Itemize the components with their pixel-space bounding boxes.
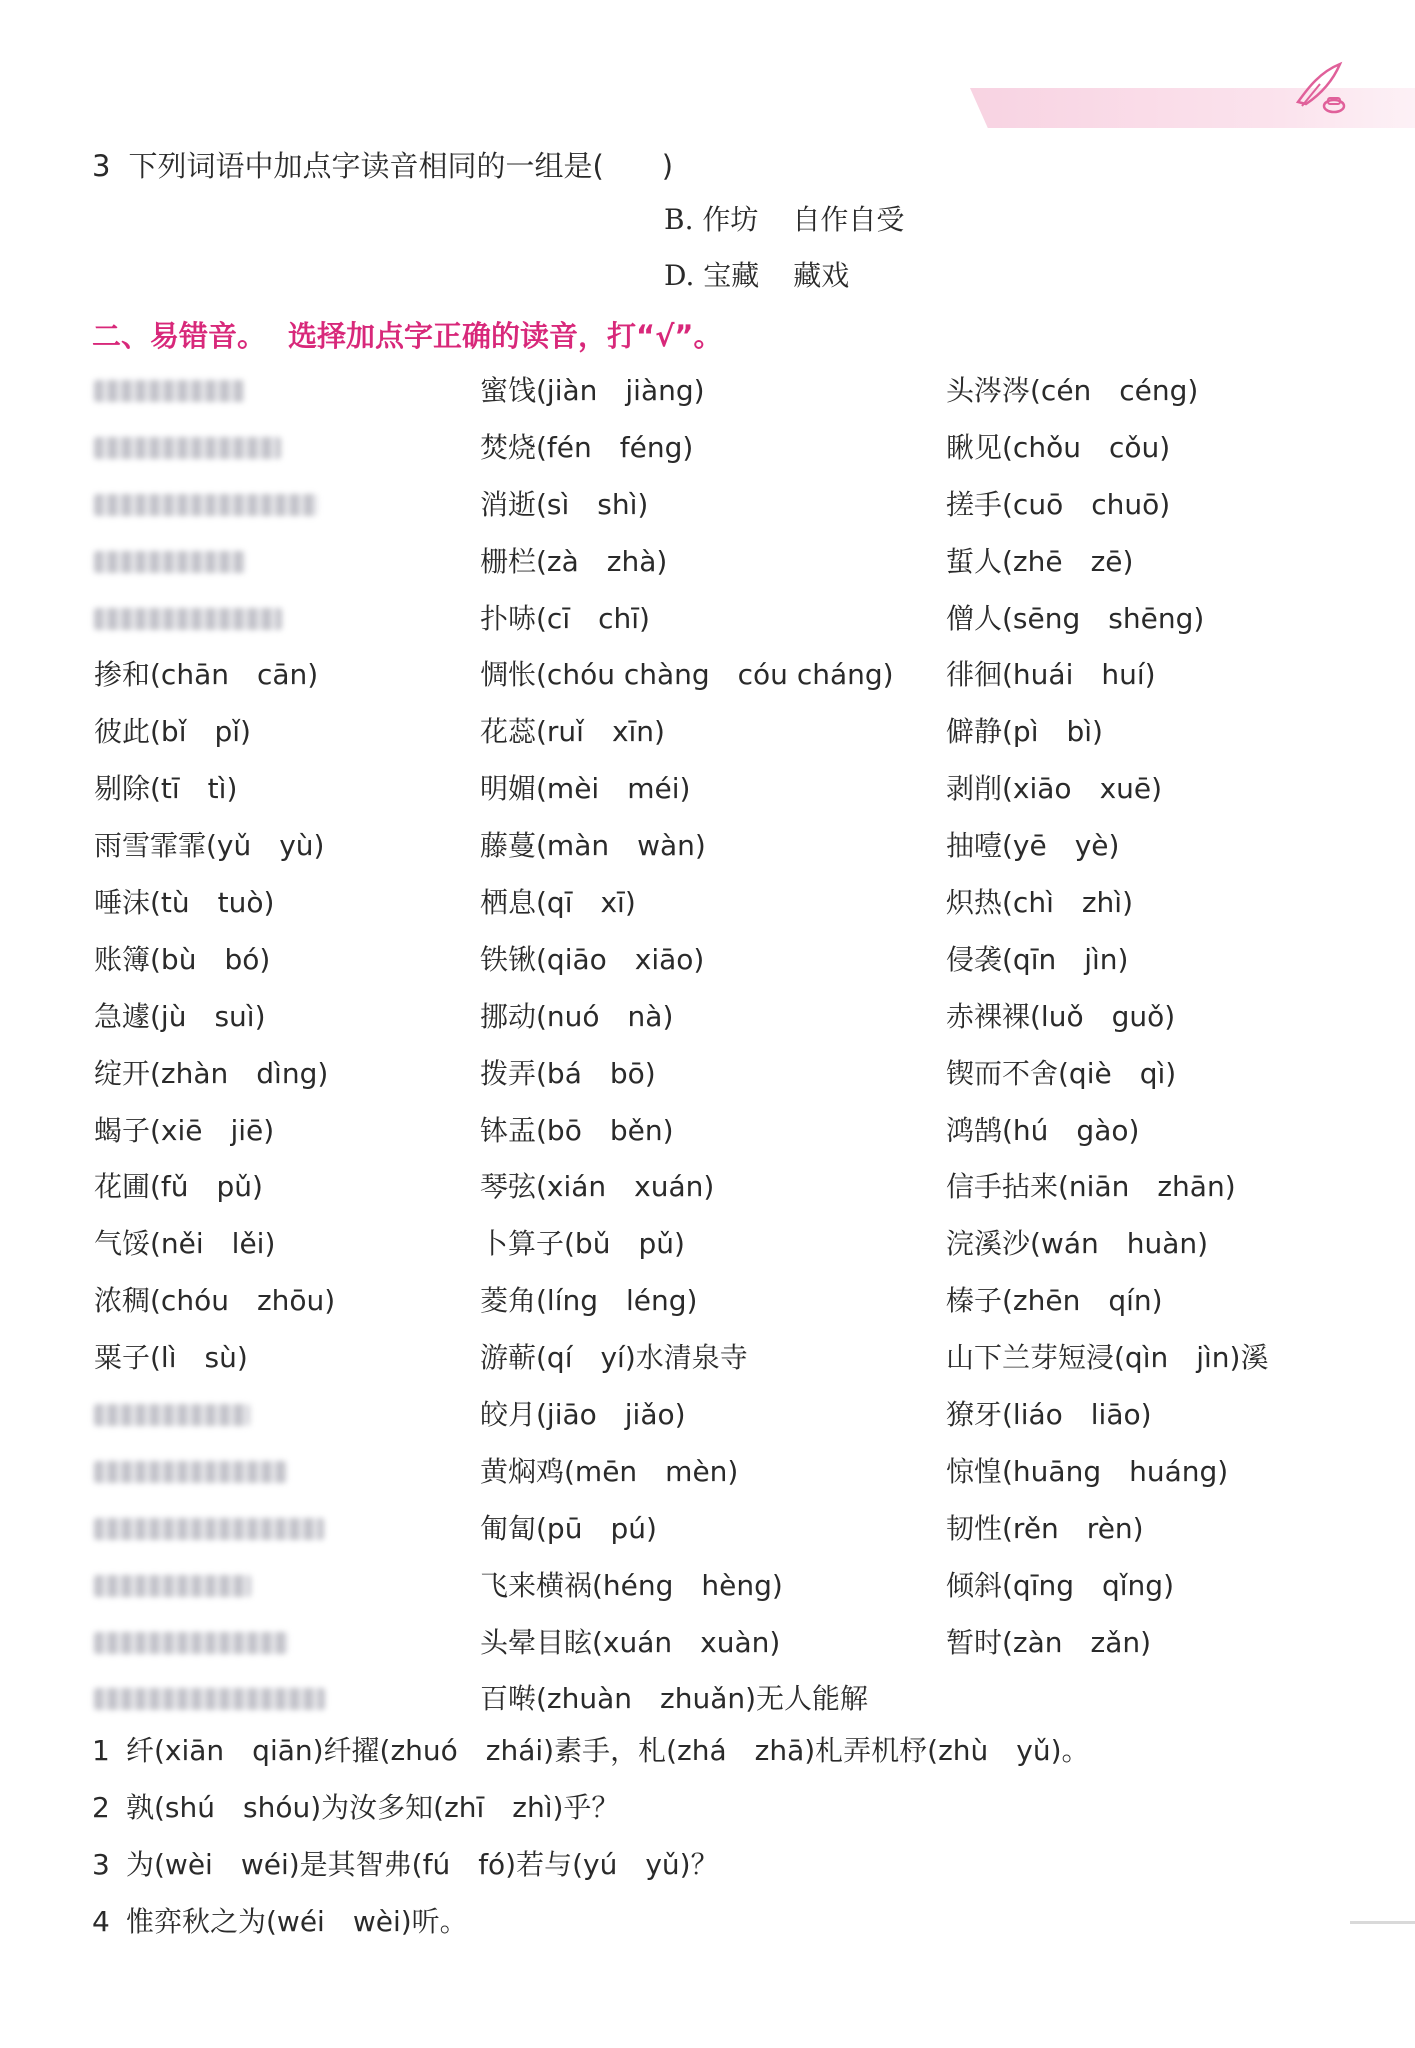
sentence-text: 为(wèi wéi)是其智弗(fú fó)若与(yú yǔ)？ — [126, 1848, 719, 1881]
sentence-number: 1 — [92, 1734, 110, 1767]
table-row — [0, 1678, 1415, 1735]
pronunciation-item: 菱角(líng léng) — [480, 1284, 698, 1318]
table-row — [0, 882, 1415, 939]
pronunciation-item: 匍匐(pū pú) — [480, 1511, 657, 1545]
table-row — [0, 711, 1415, 768]
pronunciation-item: 藤蔓(màn wàn) — [480, 829, 706, 863]
pronunciation-item: 飞来横祸(héng hèng) — [480, 1568, 783, 1602]
pronunciation-item: 粟子(lì sù) — [94, 1341, 248, 1375]
pronunciation-item: 抽噎(yē yè) — [946, 829, 1120, 863]
pronunciation-item: 惊惶(huāng huáng) — [946, 1454, 1229, 1488]
blurred-text — [94, 551, 245, 573]
pronunciation-item: 头晕目眩(xuán xuàn) — [480, 1625, 781, 1659]
table-row — [0, 1110, 1415, 1167]
option-label: B. 作坊 — [664, 203, 759, 236]
table-row — [0, 654, 1415, 711]
pronunciation-item: 钵盂(bō běn) — [480, 1113, 674, 1147]
pronunciation-item: 僻静(pì bì) — [946, 715, 1103, 749]
pronunciation-item: 炽热(chì zhì) — [946, 886, 1133, 920]
table-row — [0, 1053, 1415, 1110]
pronunciation-item: 消逝(sì shì) — [480, 487, 649, 521]
pronunciation-item: 气馁(něi lěi) — [94, 1227, 276, 1261]
sentence-number: 3 — [92, 1848, 110, 1881]
section-title: 二、易错音。 — [92, 319, 267, 353]
blurred-text — [94, 1461, 287, 1483]
pronunciation-item: 剔除(tī tì) — [94, 772, 238, 806]
pronunciation-item: 皎月(jiāo jiǎo) — [480, 1398, 686, 1432]
pronunciation-item: 浣溪沙(wán huàn) — [946, 1227, 1209, 1261]
pronunciation-item: 挪动(nuó nà) — [480, 999, 674, 1033]
table-row — [0, 1565, 1415, 1622]
table-row — [0, 1280, 1415, 1337]
sentence-number: 4 — [92, 1905, 110, 1938]
table-row — [0, 996, 1415, 1053]
option-extra: 藏戏 — [793, 259, 850, 292]
pronunciation-item: 花圃(fǔ pǔ) — [94, 1170, 263, 1204]
pronunciation-item: 搓手(cuō chuō) — [946, 487, 1171, 521]
pronunciation-grid — [0, 370, 1415, 1735]
pronunciation-item: 暂时(zàn zǎn) — [946, 1625, 1152, 1659]
section-heading — [92, 316, 722, 356]
pronunciation-item: 黄焖鸡(mēn mèn) — [480, 1454, 739, 1488]
pronunciation-item: 蜇人(zhē zē) — [946, 544, 1134, 578]
pronunciation-item: 栅栏(zà zhà) — [480, 544, 668, 578]
table-row — [0, 370, 1415, 427]
pronunciation-item: 焚烧(fén féng) — [480, 430, 694, 464]
blurred-text — [94, 1688, 325, 1710]
pronunciation-item: 浓稠(chóu zhōu) — [94, 1284, 336, 1318]
option-d — [664, 256, 849, 296]
pronunciation-item: 獠牙(liáo liāo) — [946, 1398, 1152, 1432]
pronunciation-item: 蜜饯(jiàn jiàng) — [480, 374, 705, 407]
sentence-number: 2 — [92, 1791, 110, 1824]
blurred-item — [94, 1678, 325, 1722]
pronunciation-item: 韧性(rěn rèn) — [946, 1511, 1144, 1545]
pronunciation-item: 雨雪霏霏(yǔ yù) — [94, 829, 325, 863]
sentence-item — [0, 1901, 1415, 1958]
blurred-item — [94, 1451, 287, 1495]
blurred-text — [94, 1518, 324, 1540]
blurred-text — [94, 1632, 288, 1654]
question-3 — [92, 146, 673, 186]
pronunciation-item: 剥削(xiāo xuē) — [946, 772, 1163, 806]
pronunciation-item: 账簿(bù bó) — [94, 942, 271, 976]
pronunciation-item: 拨弄(bá bō) — [480, 1056, 656, 1090]
blurred-item — [94, 598, 282, 642]
pronunciation-item: 倾斜(qīng qǐng) — [946, 1568, 1174, 1602]
table-row — [0, 1166, 1415, 1223]
table-row — [0, 1451, 1415, 1508]
blurred-item — [94, 1394, 250, 1438]
sentence-item — [0, 1787, 1415, 1844]
blurred-item — [94, 427, 281, 471]
table-row — [0, 1394, 1415, 1451]
table-row — [0, 484, 1415, 541]
pronunciation-item: 铁锹(qiāo xiāo) — [480, 942, 705, 976]
pronunciation-item: 栖息(qī xī) — [480, 886, 636, 920]
pronunciation-item: 山下兰芽短浸(qìn jìn)溪 — [946, 1341, 1269, 1375]
pronunciation-item: 榛子(zhēn qín) — [946, 1284, 1163, 1318]
blurred-item — [94, 1508, 324, 1552]
sentence-text: 惟弈秋之为(wéi wèi)听。 — [126, 1905, 468, 1938]
table-row — [0, 1223, 1415, 1280]
feather-pen-icon — [1290, 58, 1350, 118]
option-label: D. 宝藏 — [664, 259, 760, 292]
pronunciation-item: 明媚(mèi méi) — [480, 772, 691, 806]
pronunciation-item: 琴弦(xián xuán) — [480, 1170, 715, 1204]
pronunciation-item: 绽开(zhàn dìng) — [94, 1056, 329, 1090]
blurred-text — [94, 1575, 251, 1597]
blurred-text — [94, 380, 244, 402]
pronunciation-item: 唾沫(tù tuò) — [94, 886, 275, 920]
option-b — [664, 200, 904, 240]
classical-sentences — [0, 1730, 1415, 1958]
table-row — [0, 541, 1415, 598]
pronunciation-item: 掺和(chān cān) — [94, 658, 319, 692]
table-row — [0, 825, 1415, 882]
pronunciation-item: 惆怅(chóu chàng cóu cháng) — [480, 658, 894, 692]
pronunciation-item: 锲而不舍(qiè qì) — [946, 1056, 1177, 1090]
blurred-text — [94, 1404, 250, 1426]
blurred-item — [94, 541, 245, 585]
sentence-item — [0, 1844, 1415, 1901]
table-row — [0, 939, 1415, 996]
pronunciation-item: 侵袭(qīn jìn) — [946, 942, 1129, 976]
blurred-item — [94, 484, 318, 528]
sentence-item — [0, 1730, 1415, 1787]
blurred-item — [94, 1622, 288, 1666]
pronunciation-item: 急遽(jù suì) — [94, 999, 266, 1033]
pronunciation-item: 鸿鹄(hú gào) — [946, 1113, 1140, 1147]
table-row — [0, 1337, 1415, 1394]
footer-divider — [1350, 1921, 1415, 1924]
blurred-text — [94, 494, 318, 516]
option-extra: 自作自受 — [792, 203, 905, 236]
blurred-text — [94, 437, 281, 459]
pronunciation-item: 瞅见(chǒu cǒu) — [946, 430, 1171, 464]
pronunciation-item: 卜算子(bǔ pǔ) — [480, 1227, 685, 1261]
table-row — [0, 1622, 1415, 1679]
table-row — [0, 1508, 1415, 1565]
pronunciation-item: 僧人(sēng shēng) — [946, 601, 1205, 635]
question-text: 下列词语中加点字读音相同的一组是( ) — [128, 149, 674, 183]
blurred-item — [94, 1565, 251, 1609]
blurred-text — [94, 608, 282, 630]
pronunciation-item: 头涔涔(cén céng) — [946, 374, 1199, 407]
table-row — [0, 598, 1415, 655]
pronunciation-item: 信手拈来(niān zhān) — [946, 1170, 1236, 1204]
pronunciation-item: 蝎子(xiē jiē) — [94, 1113, 275, 1147]
pronunciation-item: 百啭(zhuàn zhuǎn)无人能解 — [480, 1682, 869, 1716]
sentence-text: 纤(xiān qiān)纤擢(zhuó zhái)素手，札(zhá zhā)札弄机杼(zhù yǔ)。 — [126, 1734, 1090, 1767]
table-row — [0, 427, 1415, 484]
pronunciation-item: 扑哧(cī chī) — [480, 601, 650, 635]
pronunciation-item: 游蕲(qí yí)水清泉寺 — [480, 1341, 748, 1375]
section-instruction: 选择加点字正确的读音，打“√”。 — [288, 319, 723, 353]
pronunciation-item: 徘徊(huái huí) — [946, 658, 1156, 692]
sentence-text: 孰(shú shóu)为汝多知(zhī zhì)乎？ — [126, 1791, 620, 1824]
table-row — [0, 768, 1415, 825]
blurred-item — [94, 370, 244, 414]
question-number: 3 — [92, 149, 111, 183]
pronunciation-item: 赤裸裸(luǒ guǒ) — [946, 999, 1176, 1033]
pronunciation-item: 花蕊(ruǐ xīn) — [480, 715, 665, 749]
pronunciation-item: 彼此(bǐ pǐ) — [94, 715, 251, 749]
